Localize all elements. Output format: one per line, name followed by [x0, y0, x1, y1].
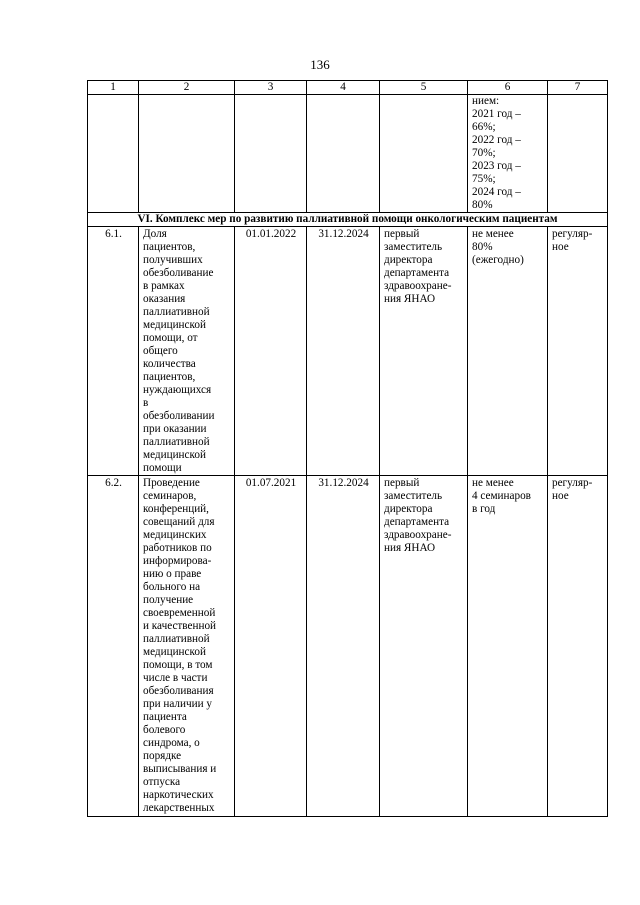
column-number: 5: [380, 81, 468, 95]
row-number: 6.2.: [88, 476, 139, 817]
indicator: не менее 80% (ежегодно): [468, 227, 548, 476]
empty-cell: [235, 95, 307, 213]
column-number: 3: [235, 81, 307, 95]
responsible: первый заместитель директора департамента здравоохране- ния ЯНАО: [380, 476, 468, 817]
column-number: 7: [548, 81, 608, 95]
empty-cell: [307, 95, 380, 213]
empty-cell: [380, 95, 468, 213]
empty-cell: [548, 95, 608, 213]
measure-name: Проведение семинаров, конференций, совещаний для медицинских работников по информирова- нию о праве больного на получение своевременной и качественной паллиативной медицинской помощи, в том числе в части обезболивания при наличии у пациента болевого синдрома, о порядке выписывания и отпуска наркотических лекарственных: [139, 476, 235, 817]
column-number: 6: [468, 81, 548, 95]
column-number: 1: [88, 81, 139, 95]
empty-cell: [139, 95, 235, 213]
periodicity: регуляр- ное: [548, 227, 608, 476]
indicator: не менее 4 семинаров в год: [468, 476, 548, 817]
table-row: [88, 227, 608, 476]
column-number: 4: [307, 81, 380, 95]
section-title: VI. Комплекс мер по развитию паллиативной помощи онкологическим пациентам: [88, 213, 608, 227]
continued-indicator-cell: нием: 2021 год – 66%; 2022 год – 70%; 2023 год – 75%; 2024 год – 80%: [468, 95, 548, 213]
table-row: [88, 476, 608, 817]
start-date: 01.07.2021: [235, 476, 307, 817]
responsible: первый заместитель директора департамента здравоохране- ния ЯНАО: [380, 227, 468, 476]
continued-row: [88, 95, 608, 213]
measures-table: [87, 80, 608, 817]
start-date: 01.01.2022: [235, 227, 307, 476]
measure-name: Доля пациентов, получивших обезболивание в рамках оказания паллиативной медицинской помощи, от общего количества пациентов, нуждающихся в обезболивании при оказании паллиативной медицинской помощи: [139, 227, 235, 476]
page-number: 136: [310, 57, 330, 72]
empty-cell: [88, 95, 139, 213]
periodicity: регуляр- ное: [548, 476, 608, 817]
section-row: [88, 213, 608, 227]
end-date: 31.12.2024: [307, 476, 380, 817]
column-number-row: [88, 81, 608, 95]
end-date: 31.12.2024: [307, 227, 380, 476]
column-number: 2: [139, 81, 235, 95]
row-number: 6.1.: [88, 227, 139, 476]
